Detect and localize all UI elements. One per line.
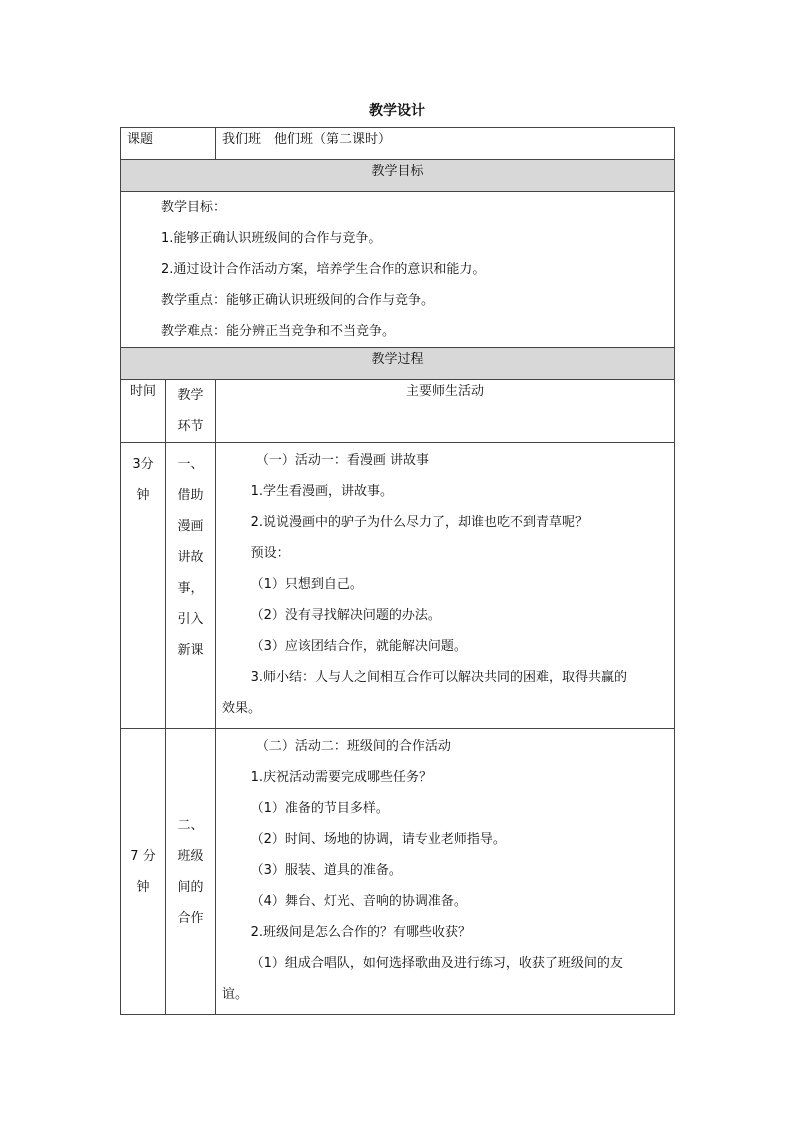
time-line: 7 分 <box>130 848 156 864</box>
activity-line: （3）服装、道具的准备。 <box>250 863 402 878</box>
activity-line: 谊。 <box>222 987 249 1002</box>
col-header-stage-line: 教学 <box>177 388 204 403</box>
topic-row <box>121 128 675 160</box>
activity-cell <box>216 729 675 1015</box>
stage-line: 合作 <box>177 910 204 926</box>
process-row-1 <box>121 443 675 729</box>
col-header-stage-line: 环节 <box>177 419 204 434</box>
stage-line: 借助 <box>177 488 204 503</box>
topic-label: 课题 <box>121 128 216 160</box>
activity-cell <box>216 443 675 729</box>
activity-line: （一）活动一：看漫画 讲故事 <box>255 453 429 468</box>
stage-line: 间的 <box>177 879 204 895</box>
stage-line: 事， <box>177 581 204 596</box>
activity-line: （3）应该团结合作，就能解决问题。 <box>250 639 467 654</box>
activity-line: （1）组成合唱队，如何选择歌曲及进行练习，收获了班级间的友 <box>250 956 623 971</box>
objectives-header-row <box>121 160 675 192</box>
objective-line: 教学目标： <box>161 200 227 215</box>
activity-line: （2）没有寻找解决问题的办法。 <box>250 608 441 623</box>
activity-line: 1.学生看漫画，讲故事。 <box>250 484 394 499</box>
activity-line: 预设： <box>250 546 290 561</box>
col-header-stage <box>166 380 216 443</box>
topic-value: 我们班 他们班（第二课时） <box>216 128 675 160</box>
objective-line: 1.能够正确认识班级间的合作与竞争。 <box>161 231 382 246</box>
process-column-headers <box>121 380 675 443</box>
process-row-2 <box>121 729 675 1015</box>
stage-line: 讲故 <box>177 550 204 565</box>
objectives-cell <box>121 192 675 348</box>
activity-line: （1）只想到自己。 <box>250 577 363 592</box>
col-header-activity: 主要师生活动 <box>216 380 675 443</box>
objective-line: 教学重点：能够正确认识班级间的合作与竞争。 <box>161 293 435 308</box>
stage-line: 漫画 <box>177 519 204 534</box>
stage-line: 班级 <box>177 848 204 864</box>
time-line: 钟 <box>136 879 150 895</box>
stage-cell <box>166 443 216 729</box>
col-header-time: 时间 <box>121 380 166 443</box>
lesson-plan-table <box>120 127 675 1015</box>
activity-line: （4）舞台、灯光、音响的协调准备。 <box>250 894 467 909</box>
process-header-row <box>121 348 675 380</box>
time-cell <box>121 443 166 729</box>
activity-line: （1）准备的节目多样。 <box>250 801 389 816</box>
process-header: 教学过程 <box>121 348 675 380</box>
stage-line: 新课 <box>177 643 204 658</box>
activity-line: 1.庆祝活动需要完成哪些任务？ <box>250 770 433 785</box>
activity-line: 3.师小结：人与人之间相互合作可以解决共同的困难，取得共赢的 <box>250 670 628 685</box>
activity-line: 效果。 <box>222 701 262 716</box>
time-line: 3分 <box>132 457 154 472</box>
objective-line: 教学难点：能分辨正当竞争和不当竞争。 <box>161 324 396 339</box>
objectives-row <box>121 192 675 348</box>
activity-line: 2.班级间是怎么合作的？有哪些收获？ <box>250 925 472 940</box>
stage-line: 引入 <box>177 612 204 627</box>
activity-line: （二）活动二：班级间的合作活动 <box>255 739 451 754</box>
stage-cell <box>166 729 216 1015</box>
document-title: 教学设计 <box>369 103 425 119</box>
activity-line: 2.说说漫画中的驴子为什么尽力了，却谁也吃不到青草呢？ <box>250 515 589 530</box>
objectives-header: 教学目标 <box>121 160 675 192</box>
activity-line: （2）时间、场地的协调，请专业老师指导。 <box>250 832 506 847</box>
stage-line: 二、 <box>177 817 204 833</box>
time-line: 钟 <box>136 488 150 503</box>
stage-line: 一、 <box>177 457 204 472</box>
time-cell <box>121 729 166 1015</box>
objective-line: 2.通过设计合作活动方案，培养学生合作的意识和能力。 <box>161 262 486 277</box>
